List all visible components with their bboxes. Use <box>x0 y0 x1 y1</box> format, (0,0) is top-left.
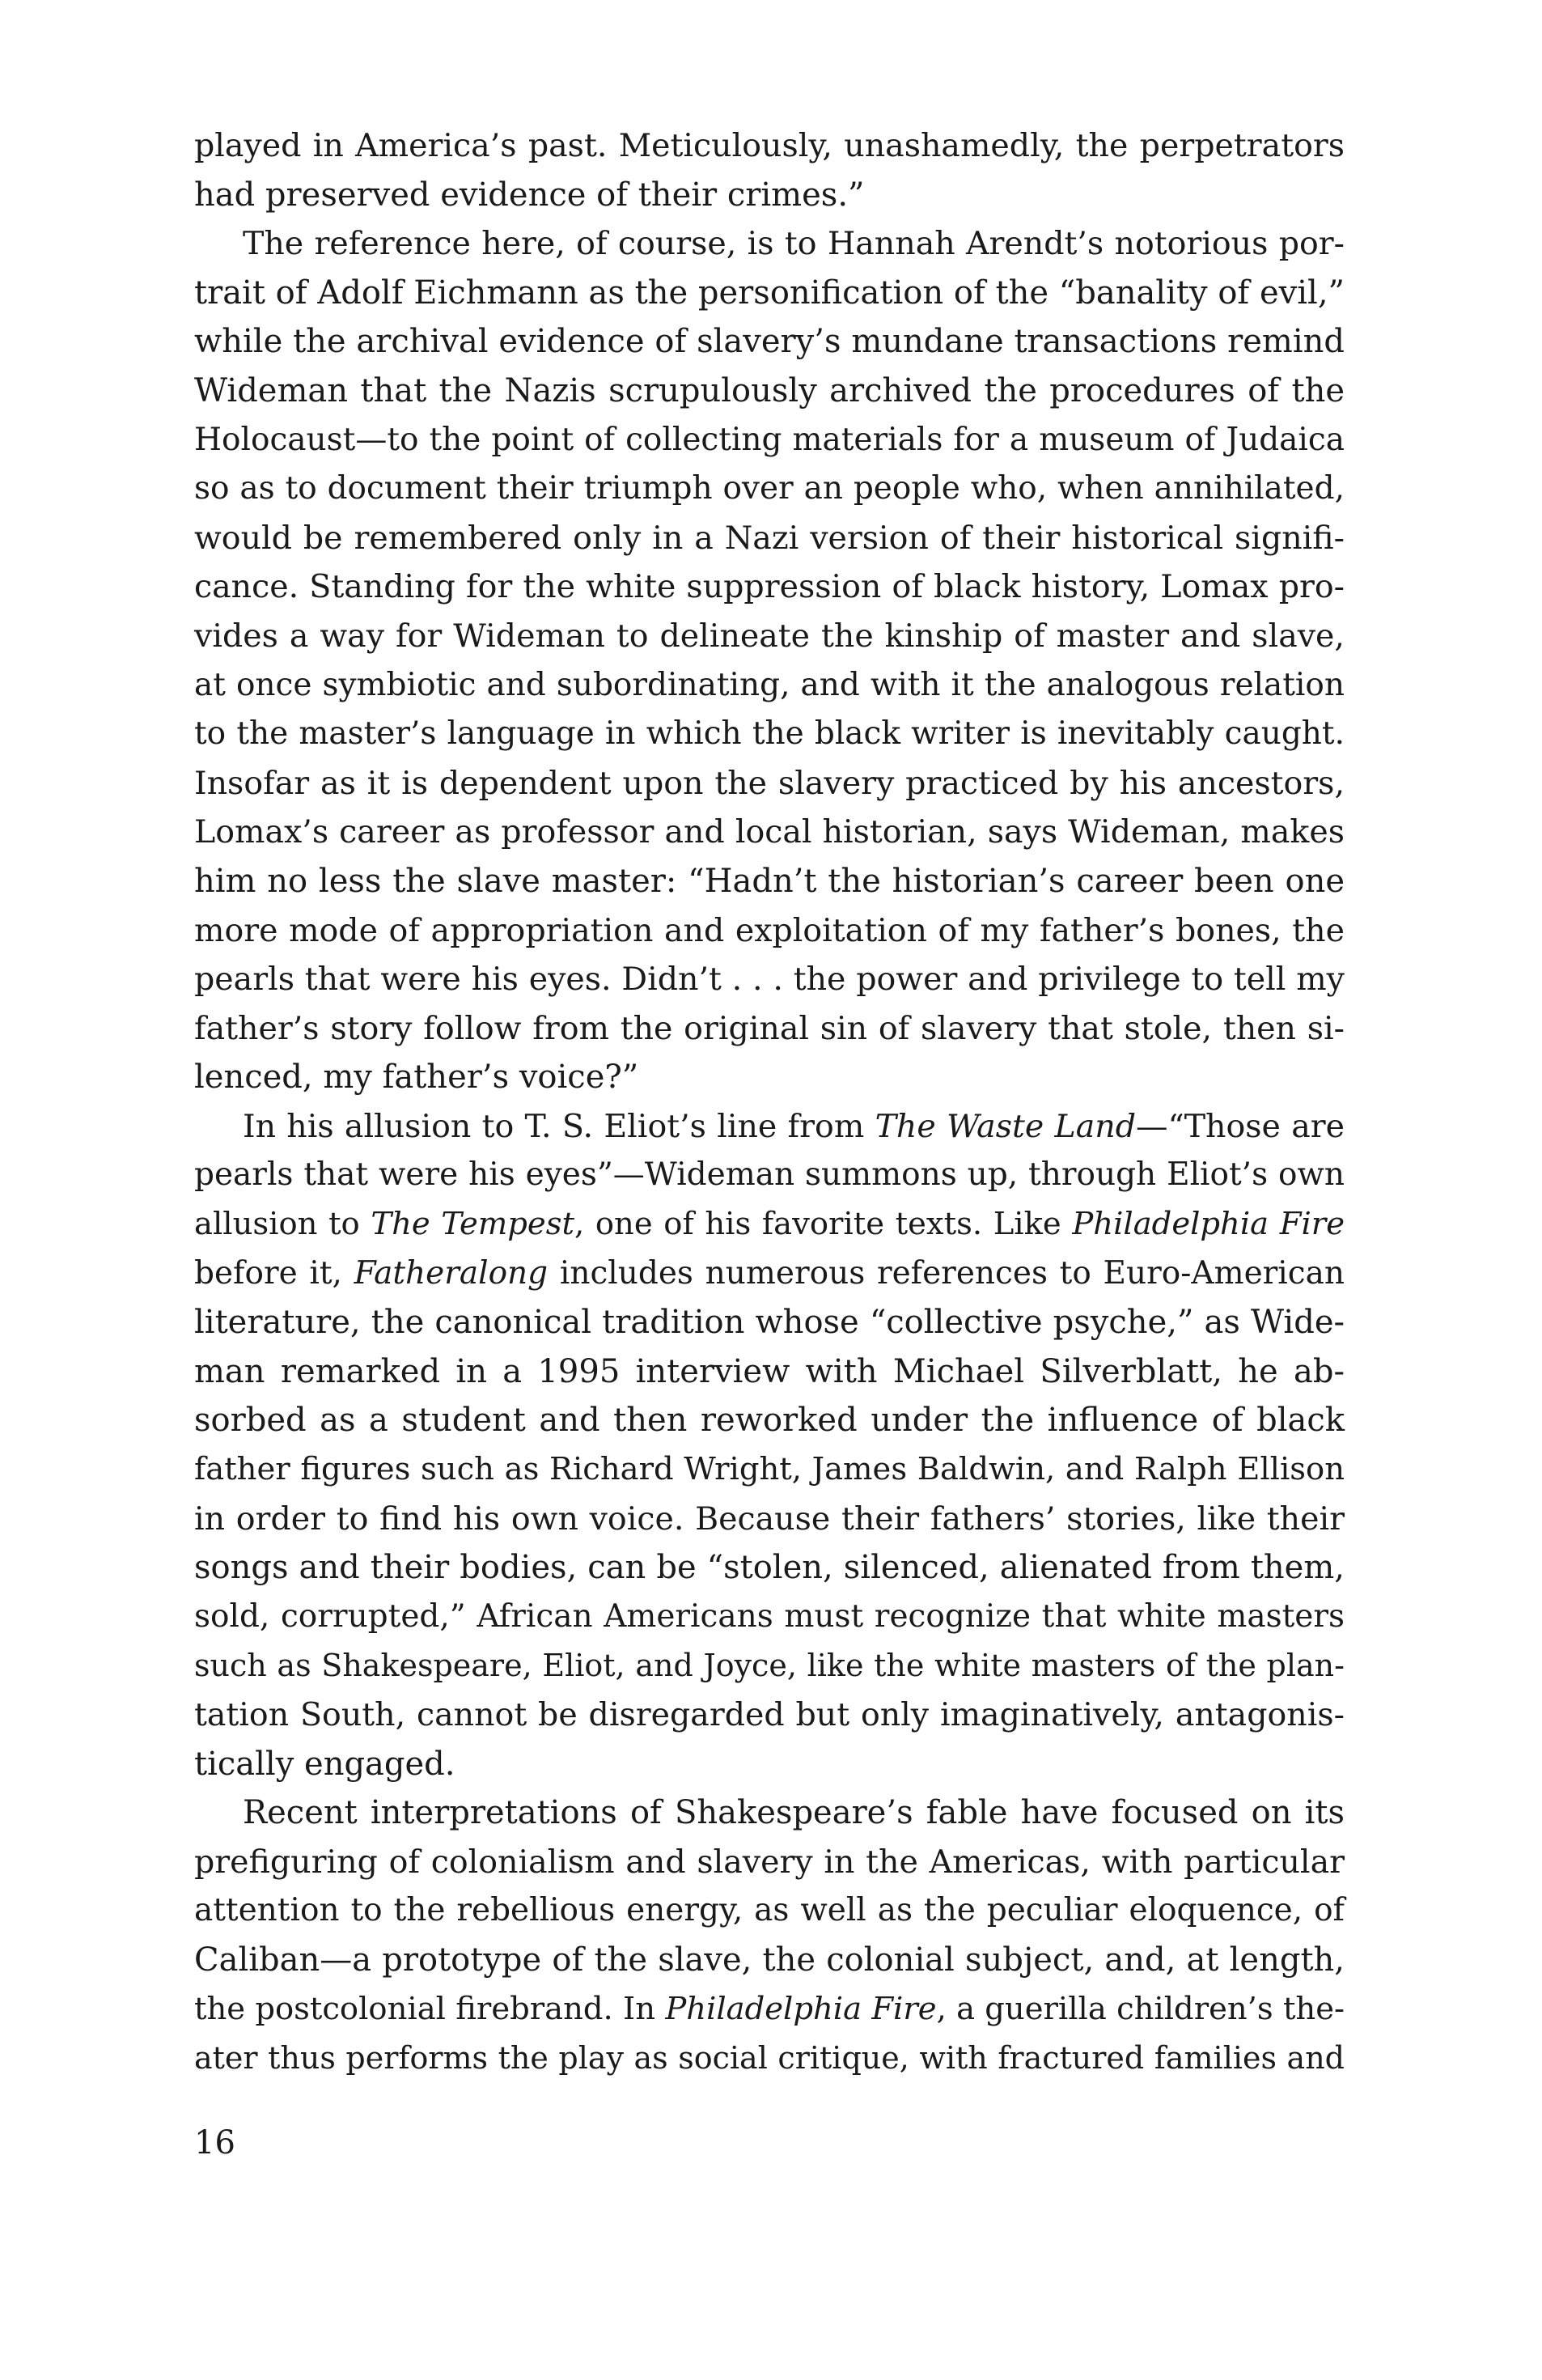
text-line: would be remembered only in a Nazi version of their historical signifi- <box>194 519 1345 557</box>
text-line: man remarked in a 1995 interview with Michael Silverblatt, he ab- <box>194 1352 1345 1390</box>
text-line: trait of Adolf Eichmann as the personification of the “banality of evil,” <box>194 274 1345 312</box>
page-number: 16 <box>194 2124 235 2162</box>
line-segment: , one of his favorite texts. Like <box>574 1206 1073 1243</box>
text-line: father figures such as Richard Wright, James Baldwin, and Ralph Ellison <box>194 1451 1345 1488</box>
text-line: ater thus performs the play as social critique, with fractured families and <box>194 2040 1345 2077</box>
text-line <box>194 1985 1345 2034</box>
text-line: sold, corrupted,” African Americans must recognize that white masters <box>194 1597 1345 1635</box>
text-line <box>194 1249 1345 1299</box>
book-title: Philadelphia Fire <box>1072 1206 1345 1243</box>
text-line: Wideman that the Nazis scrupulously archived the procedures of the <box>194 371 1345 409</box>
text-line: Holocaust—to the point of collecting materials for a museum of Judaica <box>194 421 1345 458</box>
paragraph-start-line <box>194 1102 1345 1152</box>
text-line: lenced, my father’s voice?” <box>194 1058 639 1097</box>
text-line <box>194 1200 1345 1249</box>
text-line: tically engaged. <box>194 1745 455 1783</box>
book-title: The Tempest <box>371 1206 574 1243</box>
paragraph-start-line: Recent interpretations of Shakespeare’s fable have focused on its <box>243 1794 1345 1832</box>
body-text <box>194 121 1345 2083</box>
text-line: sorbed as a student and then reworked under the influence of black <box>194 1402 1345 1440</box>
text-line: to the master’s language in which the black writer is inevitably caught. <box>194 715 1345 753</box>
text-line: so as to document their triumph over an people who, when annihilated, <box>194 470 1345 507</box>
text-line: had preserved evidence of their crimes.” <box>194 176 865 214</box>
line-segment: before it, <box>194 1254 354 1292</box>
text-line: attention to the rebellious energy, as well as the peculiar eloquence, of <box>194 1892 1345 1929</box>
text-line: songs and their bodies, can be “stolen, silenced, alienated from them, <box>194 1549 1345 1587</box>
book-title: The Waste Land <box>875 1107 1137 1145</box>
text-line: at once symbiotic and subordinating, and with it the analogous relation <box>194 666 1345 703</box>
text-line: literature, the canonical tradition whose “collective psyche,” as Wide- <box>194 1304 1345 1342</box>
line-segment: , a guerilla children’s the- <box>936 1990 1345 2027</box>
text-line: Insofar as it is dependent upon the slavery practiced by his ancestors, <box>194 764 1345 802</box>
line-segment: In his allusion to T. S. Eliot’s line from <box>243 1107 875 1145</box>
line-segment: the postcolonial firebrand. In <box>194 1990 666 2027</box>
text-line: prefiguring of colonialism and slavery in the Americas, with particular <box>194 1843 1345 1881</box>
book-title: Fatheralong <box>354 1254 549 1292</box>
paragraph-start-line: The reference here, of course, is to Hannah Arendt’s notorious por- <box>243 225 1345 263</box>
text-line: while the archival evidence of slavery’s mundane transactions remind <box>194 323 1345 361</box>
text-line: more mode of appropriation and exploitation of my father’s bones, the <box>194 911 1345 949</box>
book-title: Philadelphia Fire <box>665 1990 937 2027</box>
text-line: him no less the slave master: “Hadn’t the historian’s career been one <box>194 862 1345 900</box>
text-line: father’s story follow from the original sin of slavery that stole, then si- <box>194 1009 1345 1047</box>
text-line: Lomax’s career as professor and local historian, says Wideman, makes <box>194 813 1345 851</box>
text-line: played in America’s past. Meticulously, unashamedly, the perpetrators <box>194 127 1345 164</box>
text-line: pearls that were his eyes”—Wideman summons up, through Eliot’s own <box>194 1156 1345 1194</box>
text-line: in order to find his own voice. Because their fathers’ stories, like their <box>194 1500 1345 1538</box>
text-line: such as Shakespeare, Eliot, and Joyce, like the white masters of the plan- <box>194 1648 1345 1684</box>
text-line: vides a way for Wideman to delineate the kinship of master and slave, <box>194 617 1345 655</box>
line-segment: allusion to <box>194 1206 371 1243</box>
line-segment: —“Those are <box>1136 1107 1345 1145</box>
line-segment: includes numerous references to Euro-American <box>548 1254 1345 1292</box>
text-line: cance. Standing for the white suppression of black history, Lomax pro- <box>194 568 1345 606</box>
text-line: pearls that were his eyes. Didn’t . . . the power and privilege to tell my <box>194 961 1345 999</box>
text-line: Caliban—a prototype of the slave, the colonial subject, and, at length, <box>194 1941 1345 1979</box>
text-line: tation South, cannot be disregarded but only imaginatively, antagonis- <box>194 1696 1345 1733</box>
